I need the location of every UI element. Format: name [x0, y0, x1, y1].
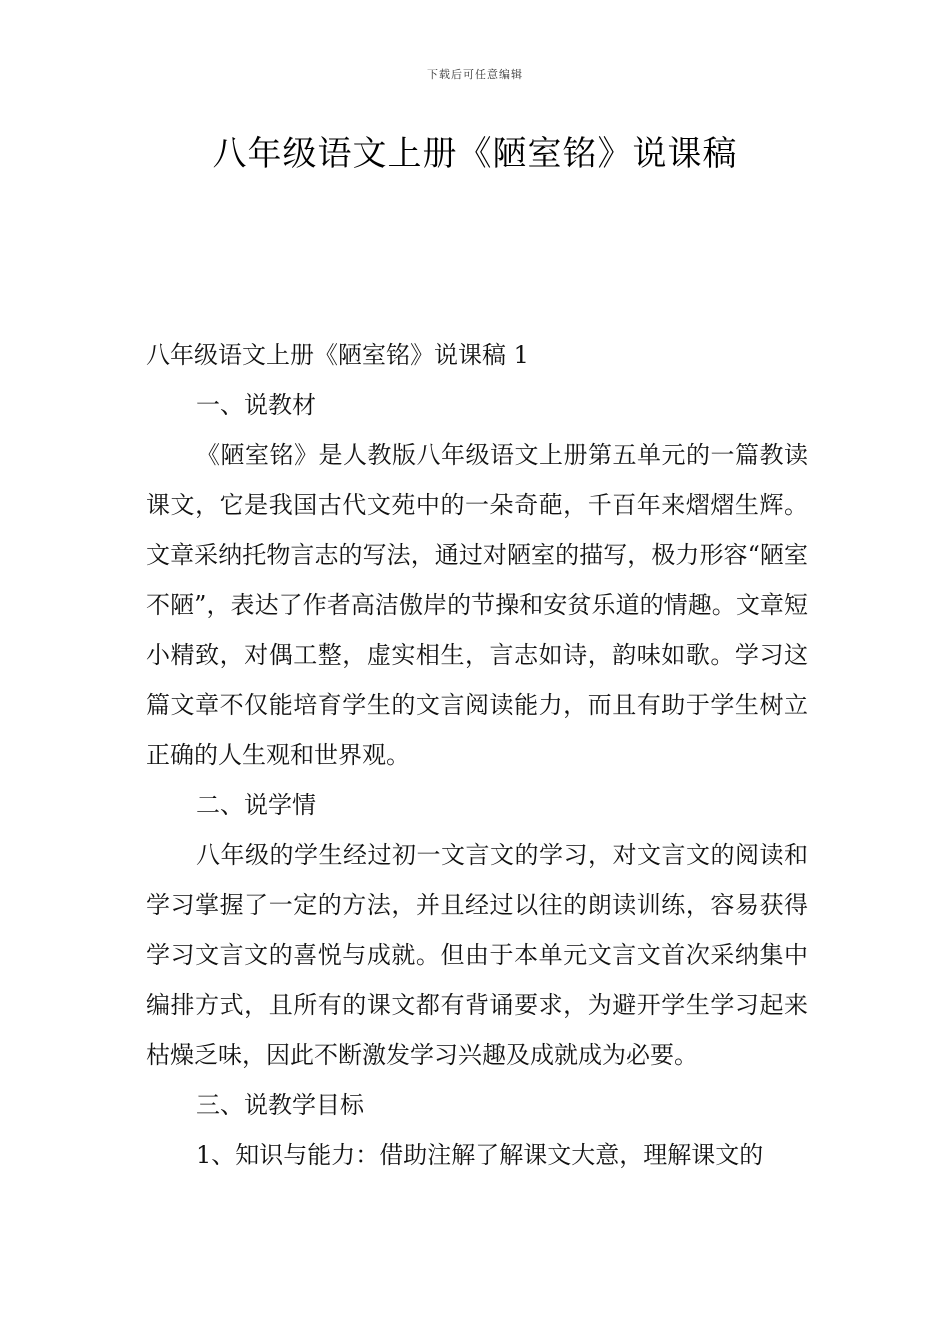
- section-paragraph-1: 《陋室铭》是人教版八年级语文上册第五单元的一篇教读课文，它是我国古代文苑中的一朵奇葩，千百年来熠熠生辉。文章采纳托物言志的写法，通过对陋室的描写，极力形容“陋室不陋”，表达了作者高洁傲岸的节操和安贫乐道的情趣。文章短小精致，对偶工整，虚实相生，言志如诗，韵味如歌。学习这篇文章不仅能培育学生的文言阅读能力，而且有助于学生树立正确的人生观和世界观。: [146, 441, 808, 769]
- section-heading-2: 二、说学情: [196, 791, 316, 819]
- document-subtitle: 八年级语文上册《陋室铭》说课稿 1: [146, 341, 529, 369]
- document-body: [146, 330, 808, 1180]
- document-title: 八年级语文上册《陋室铭》说课稿: [212, 134, 738, 174]
- section-paragraph-3: 1、知识与能力：借助注解了解课文大意，理解课文的: [196, 1141, 764, 1169]
- section-heading-3: 三、说教学目标: [196, 1091, 364, 1119]
- section-paragraph-2: 八年级的学生经过初一文言文的学习，对文言文的阅读和学习掌握了一定的方法，并且经过以往的朗读训练，容易获得学习文言文的喜悦与成就。但由于本单元文言文首次采纳集中编排方式，且所有的课文都有背诵要求，为避开学生学习起来枯燥乏味，因此不断激发学习兴趣及成就成为必要。: [146, 841, 808, 1069]
- header-note: 下载后可任意编辑: [427, 68, 523, 81]
- section-heading-1: 一、说教材: [196, 391, 316, 419]
